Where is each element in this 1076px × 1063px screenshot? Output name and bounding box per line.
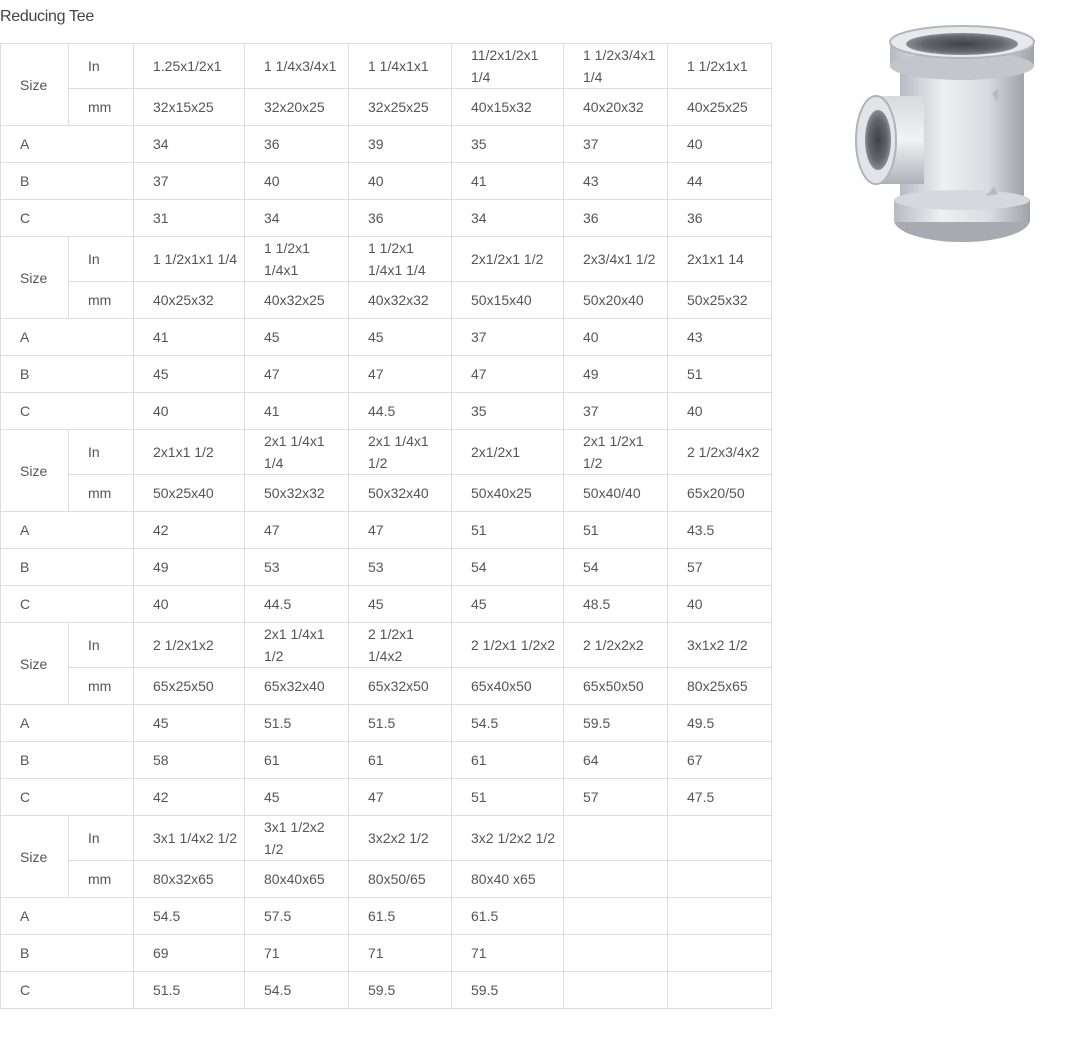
dimension-b-cell: 37 [134, 163, 245, 200]
dimension-b-cell: 47 [245, 356, 349, 393]
dimension-a-cell: 51.5 [349, 705, 452, 742]
reducing-tee-fitting-icon [854, 24, 1036, 246]
dimension-c-row [1, 393, 772, 430]
dimension-b-cell: 53 [245, 549, 349, 586]
unit-in-label: In [69, 430, 134, 475]
dimension-c-cell: 40 [668, 393, 772, 430]
dimension-a-cell: 51 [452, 512, 564, 549]
dimension-a-row [1, 512, 772, 549]
size-mm-cell: 40x32x25 [245, 282, 349, 319]
dimension-b-cell: 41 [452, 163, 564, 200]
size-mm-cell: 50x32x40 [349, 475, 452, 512]
dimension-a-cell: 45 [245, 319, 349, 356]
size-in-row [1, 237, 772, 282]
dimension-b-label: B [1, 935, 134, 972]
dimension-b-row [1, 163, 772, 200]
dimension-a-row [1, 126, 772, 163]
size-in-cell: 3x1 1/4x2 1/2 [134, 816, 245, 861]
dimension-a-cell: 47 [245, 512, 349, 549]
dimension-c-cell: 34 [452, 200, 564, 237]
dimension-c-cell: 45 [245, 779, 349, 816]
size-mm-row [1, 475, 772, 512]
dimension-b-row [1, 742, 772, 779]
dimension-a-cell: 37 [452, 319, 564, 356]
dimension-c-cell: 47.5 [668, 779, 772, 816]
dimension-c-row [1, 972, 772, 1009]
size-mm-cell [564, 861, 668, 898]
dimension-c-cell: 41 [245, 393, 349, 430]
size-mm-row [1, 861, 772, 898]
dimension-c-cell: 51 [452, 779, 564, 816]
dimension-c-cell: 42 [134, 779, 245, 816]
dimension-a-label: A [1, 319, 134, 356]
dimension-b-cell: 61 [245, 742, 349, 779]
size-in-cell: 2 1/2x1 1/4x2 [349, 623, 452, 668]
dimension-a-cell: 39 [349, 126, 452, 163]
dimension-c-label: C [1, 200, 134, 237]
size-label: Size [1, 237, 69, 319]
dimension-a-cell: 54.5 [452, 705, 564, 742]
size-in-cell: 2 1/2x1x2 [134, 623, 245, 668]
dimension-c-cell: 59.5 [349, 972, 452, 1009]
dimension-a-row [1, 705, 772, 742]
size-mm-cell: 32x15x25 [134, 89, 245, 126]
dimension-a-cell: 40 [564, 319, 668, 356]
dimension-c-cell: 57 [564, 779, 668, 816]
dimension-c-cell: 40 [134, 393, 245, 430]
size-in-cell: 2x1x1 14 [668, 237, 772, 282]
dimension-b-cell: 67 [668, 742, 772, 779]
unit-mm-label: mm [69, 89, 134, 126]
dimension-b-cell: 54 [564, 549, 668, 586]
dimension-b-cell: 49 [564, 356, 668, 393]
dimension-a-cell: 57.5 [245, 898, 349, 935]
dimension-c-cell: 35 [452, 393, 564, 430]
dimension-a-cell: 51 [564, 512, 668, 549]
dimension-b-cell: 64 [564, 742, 668, 779]
dimension-a-label: A [1, 705, 134, 742]
dimension-a-cell: 43 [668, 319, 772, 356]
size-in-cell: 1 1/2x1x1 [668, 44, 772, 89]
dimension-b-row [1, 356, 772, 393]
dimension-c-cell: 36 [564, 200, 668, 237]
dimension-b-label: B [1, 742, 134, 779]
dimension-a-cell: 61.5 [349, 898, 452, 935]
dimension-b-cell: 40 [349, 163, 452, 200]
dimension-b-cell: 58 [134, 742, 245, 779]
dimension-a-cell [564, 898, 668, 935]
dimension-a-cell: 49.5 [668, 705, 772, 742]
dimension-b-cell [564, 935, 668, 972]
dimension-a-row [1, 319, 772, 356]
dimension-c-cell: 45 [452, 586, 564, 623]
dimension-c-cell [668, 972, 772, 1009]
size-label: Size [1, 44, 69, 126]
size-in-cell: 2x1/2x1 1/2 [452, 237, 564, 282]
size-mm-cell: 50x40/40 [564, 475, 668, 512]
size-in-cell: 3x2 1/2x2 1/2 [452, 816, 564, 861]
dimension-a-label: A [1, 512, 134, 549]
dimension-c-cell: 51.5 [134, 972, 245, 1009]
size-in-row [1, 44, 772, 89]
dimension-b-cell: 53 [349, 549, 452, 586]
dimension-c-label: C [1, 393, 134, 430]
dimension-c-cell: 37 [564, 393, 668, 430]
size-in-cell: 11/2x1/2x1 1/4 [452, 44, 564, 89]
unit-mm-label: mm [69, 475, 134, 512]
size-mm-cell: 80x40 x65 [452, 861, 564, 898]
dimension-a-cell: 51.5 [245, 705, 349, 742]
size-mm-cell: 50x25x40 [134, 475, 245, 512]
size-mm-cell: 40x32x32 [349, 282, 452, 319]
size-mm-cell: 32x25x25 [349, 89, 452, 126]
size-mm-cell [668, 861, 772, 898]
size-in-row [1, 816, 772, 861]
size-mm-row [1, 89, 772, 126]
unit-in-label: In [69, 816, 134, 861]
size-mm-cell: 50x20x40 [564, 282, 668, 319]
size-mm-cell: 65x32x50 [349, 668, 452, 705]
dimension-c-cell: 47 [349, 779, 452, 816]
size-mm-row [1, 668, 772, 705]
dimension-b-label: B [1, 549, 134, 586]
dimension-c-cell: 40 [134, 586, 245, 623]
dimension-a-row [1, 898, 772, 935]
dimension-c-row [1, 779, 772, 816]
size-mm-cell: 50x15x40 [452, 282, 564, 319]
dimension-b-row [1, 935, 772, 972]
dimension-b-cell: 57 [668, 549, 772, 586]
dimension-c-row [1, 586, 772, 623]
size-in-cell: 1 1/4x1x1 [349, 44, 452, 89]
dimension-b-cell: 45 [134, 356, 245, 393]
dimension-a-cell: 34 [134, 126, 245, 163]
dimension-c-cell: 34 [245, 200, 349, 237]
unit-mm-label: mm [69, 282, 134, 319]
size-in-cell: 1.25x1/2x1 [134, 44, 245, 89]
dimension-b-cell: 69 [134, 935, 245, 972]
size-in-row [1, 430, 772, 475]
size-mm-cell: 50x25x32 [668, 282, 772, 319]
size-in-cell: 3x1 1/2x2 1/2 [245, 816, 349, 861]
size-in-cell: 2x1/2x1 [452, 430, 564, 475]
dimension-c-cell [564, 972, 668, 1009]
page-title: Reducing Tee [0, 8, 94, 25]
unit-in-label: In [69, 44, 134, 89]
size-mm-cell: 50x32x32 [245, 475, 349, 512]
dimension-b-cell: 47 [349, 356, 452, 393]
size-mm-cell: 32x20x25 [245, 89, 349, 126]
dimension-a-cell: 43.5 [668, 512, 772, 549]
size-mm-cell: 65x32x40 [245, 668, 349, 705]
size-mm-cell: 65x25x50 [134, 668, 245, 705]
size-mm-cell: 80x32x65 [134, 861, 245, 898]
size-label: Size [1, 623, 69, 705]
reducing-tee-spec-table [0, 43, 772, 1009]
unit-in-label: In [69, 237, 134, 282]
size-in-cell: 2x1x1 1/2 [134, 430, 245, 475]
dimension-b-cell: 40 [245, 163, 349, 200]
size-in-cell: 3x2x2 1/2 [349, 816, 452, 861]
size-in-cell: 2x1 1/4x1 1/2 [349, 430, 452, 475]
size-mm-cell: 65x20/50 [668, 475, 772, 512]
dimension-b-cell: 44 [668, 163, 772, 200]
dimension-b-cell [668, 935, 772, 972]
dimension-c-label: C [1, 586, 134, 623]
dimension-a-cell [668, 898, 772, 935]
dimension-b-cell: 71 [349, 935, 452, 972]
dimension-a-cell: 61.5 [452, 898, 564, 935]
dimension-a-cell: 35 [452, 126, 564, 163]
size-in-cell [668, 816, 772, 861]
dimension-a-cell: 45 [134, 705, 245, 742]
dimension-a-cell: 37 [564, 126, 668, 163]
unit-mm-label: mm [69, 668, 134, 705]
size-mm-cell: 40x25x25 [668, 89, 772, 126]
dimension-b-cell: 43 [564, 163, 668, 200]
unit-in-label: In [69, 623, 134, 668]
dimension-a-cell: 42 [134, 512, 245, 549]
size-mm-cell: 40x25x32 [134, 282, 245, 319]
dimension-b-cell: 61 [349, 742, 452, 779]
dimension-c-cell: 45 [349, 586, 452, 623]
size-label: Size [1, 816, 69, 898]
size-in-cell [564, 816, 668, 861]
dimension-b-cell: 49 [134, 549, 245, 586]
size-in-cell: 2 1/2x3/4x2 [668, 430, 772, 475]
size-mm-cell: 40x15x32 [452, 89, 564, 126]
dimension-a-label: A [1, 898, 134, 935]
dimension-a-label: A [1, 126, 134, 163]
dimension-a-cell: 36 [245, 126, 349, 163]
size-in-cell: 2x1 1/4x1 1/4 [245, 430, 349, 475]
size-in-cell: 1 1/2x1 1/4x1 1/4 [349, 237, 452, 282]
size-in-cell: 1 1/2x3/4x1 1/4 [564, 44, 668, 89]
size-mm-row [1, 282, 772, 319]
dimension-c-label: C [1, 779, 134, 816]
dimension-b-cell: 61 [452, 742, 564, 779]
size-in-row [1, 623, 772, 668]
dimension-a-cell: 41 [134, 319, 245, 356]
size-label: Size [1, 430, 69, 512]
dimension-c-cell: 31 [134, 200, 245, 237]
dimension-c-cell: 54.5 [245, 972, 349, 1009]
dimension-b-cell: 71 [452, 935, 564, 972]
size-mm-cell: 65x40x50 [452, 668, 564, 705]
size-in-cell: 3x1x2 1/2 [668, 623, 772, 668]
dimension-a-cell: 47 [349, 512, 452, 549]
dimension-c-cell: 59.5 [452, 972, 564, 1009]
dimension-b-label: B [1, 163, 134, 200]
dimension-b-cell: 71 [245, 935, 349, 972]
size-mm-cell: 40x20x32 [564, 89, 668, 126]
size-in-cell: 2x1 1/4x1 1/2 [245, 623, 349, 668]
dimension-c-label: C [1, 972, 134, 1009]
size-mm-cell: 80x50/65 [349, 861, 452, 898]
dimension-b-label: B [1, 356, 134, 393]
dimension-a-cell: 54.5 [134, 898, 245, 935]
size-in-cell: 2 1/2x2x2 [564, 623, 668, 668]
dimension-b-cell: 47 [452, 356, 564, 393]
dimension-c-cell: 36 [668, 200, 772, 237]
size-in-cell: 2x3/4x1 1/2 [564, 237, 668, 282]
dimension-a-cell: 40 [668, 126, 772, 163]
size-mm-cell: 65x50x50 [564, 668, 668, 705]
unit-mm-label: mm [69, 861, 134, 898]
dimension-c-row [1, 200, 772, 237]
dimension-c-cell: 44.5 [245, 586, 349, 623]
dimension-c-cell: 40 [668, 586, 772, 623]
dimension-b-row [1, 549, 772, 586]
size-in-cell: 2 1/2x1 1/2x2 [452, 623, 564, 668]
dimension-c-cell: 36 [349, 200, 452, 237]
dimension-b-cell: 54 [452, 549, 564, 586]
size-mm-cell: 80x25x65 [668, 668, 772, 705]
dimension-c-cell: 48.5 [564, 586, 668, 623]
size-in-cell: 1 1/2x1x1 1/4 [134, 237, 245, 282]
dimension-a-cell: 59.5 [564, 705, 668, 742]
size-in-cell: 1 1/4x3/4x1 [245, 44, 349, 89]
dimension-b-cell: 51 [668, 356, 772, 393]
size-in-cell: 2x1 1/2x1 1/2 [564, 430, 668, 475]
dimension-a-cell: 45 [349, 319, 452, 356]
dimension-c-cell: 44.5 [349, 393, 452, 430]
size-mm-cell: 50x40x25 [452, 475, 564, 512]
size-mm-cell: 80x40x65 [245, 861, 349, 898]
size-in-cell: 1 1/2x1 1/4x1 [245, 237, 349, 282]
